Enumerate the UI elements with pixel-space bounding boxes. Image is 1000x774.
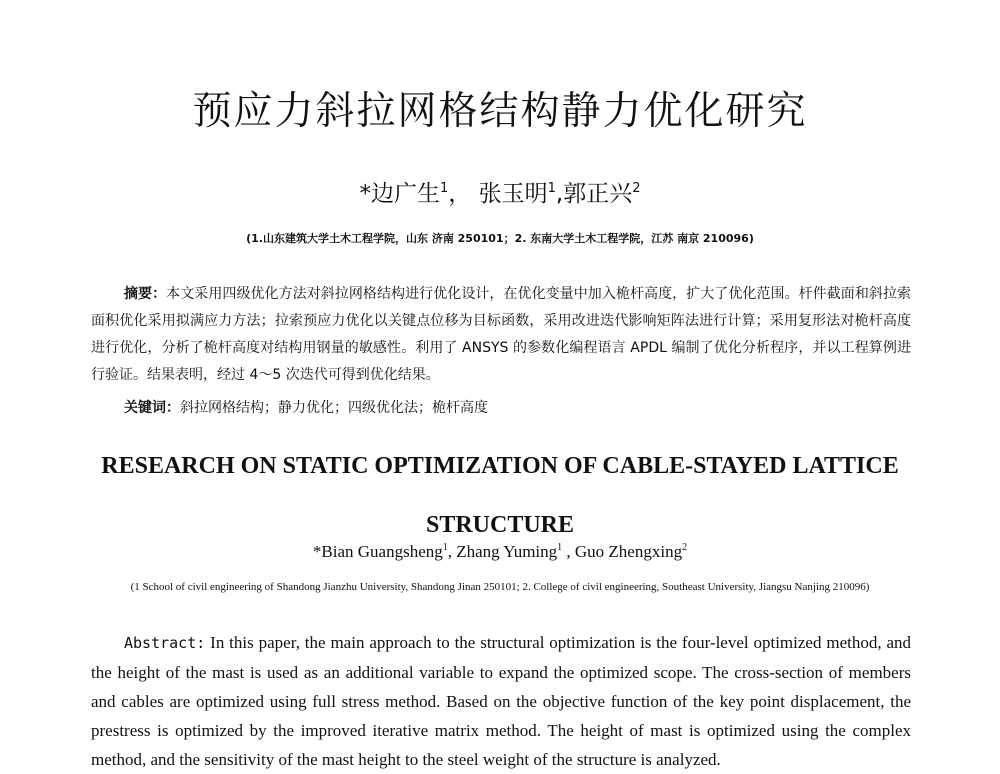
author-name: Zhang Yuming	[456, 542, 558, 561]
authors-en	[0, 542, 1000, 562]
author-name: *边广生	[359, 181, 441, 207]
abstract-cn-text: 本文采用四级优化方法对斜拉网格结构进行优化设计，在优化变量中加入桅杆高度，扩大了优化范围。杆件截面和斜拉索面积优化采用拟满应力方法；拉索预应力优化以关键点位移为目标函数，采用改进迭代影响矩阵法进行计算；采用复形法对桅杆高度进行优化，分析了桅杆高度对结构用钢量的敏感性。利用了 ANSYS 的参数化编程语言 APDL 编制了优化分析程序，并以工程算例进行验证。结果表明，经过 4～5 次迭代可得到优化结果。	[91, 286, 912, 383]
author-affil-mark: 2	[682, 542, 688, 553]
author-name: 张玉明	[478, 181, 548, 207]
abstract-cn-label: 摘要：	[124, 286, 167, 302]
paper-title-en-line: STRUCTURE	[425, 512, 575, 538]
author-name: *Bian Guangsheng	[312, 542, 443, 561]
affiliation-en: (1 School of civil engineering of Shandong Jianzhu University, Shandong Jinan 250101; 2. College of civil engineering, Southeast University, Jiangsu Nanjing 210096)	[130, 581, 870, 593]
author-affil-mark: 1	[557, 542, 563, 553]
author-affil-mark: 1	[547, 181, 556, 196]
author-name: 郭正兴	[563, 181, 633, 207]
keywords-cn-label: 关键词：	[124, 400, 180, 416]
author-separator: ,	[447, 542, 457, 561]
paper-title-cn: 预应力斜拉网格结构静力优化研究	[192, 89, 808, 134]
author-affil-mark: 1	[442, 542, 448, 553]
author-affil-mark: 2	[632, 181, 641, 196]
abstract-en-text: In this paper, the main approach to the structural optimization is the four-level optimized method, and the height of the mast is used as an additional variable to expand the optimized scope. The cross-section of members and cables are optimized using full stress method. Based on the objective function of the key point displacement, the prestress is optimized by the improved iterative matrix method. The height of mast is optimized using the complex method, and the sensitivity of the mast height to the steel weight of the structure is analyzed.	[91, 633, 911, 769]
affiliation-cn: (1.山东建筑大学土木工程学院，山东 济南 250101；2. 东南大学土木工程学院，江苏 南京 210096)	[246, 232, 754, 245]
abstract-en-label: Abstract:	[124, 634, 206, 652]
author-separator: ，	[448, 181, 472, 207]
author-affil-mark: 1	[440, 181, 449, 196]
abstract-cn	[91, 281, 911, 389]
paper-title-en-line: RESEARCH ON STATIC OPTIMIZATION OF CABLE-STAYED LATTICE	[101, 453, 899, 479]
keywords-cn-text: 斜拉网格结构；静力优化；四级优化法；桅杆高度	[180, 400, 488, 416]
abstract-en	[91, 628, 911, 774]
authors-cn	[0, 175, 1000, 208]
author-separator: ,	[555, 181, 564, 207]
author-separator: ,	[562, 542, 575, 561]
author-name: Guo Zhengxing	[574, 542, 683, 561]
keywords-cn	[124, 397, 884, 417]
paper-title-en	[0, 437, 1000, 555]
